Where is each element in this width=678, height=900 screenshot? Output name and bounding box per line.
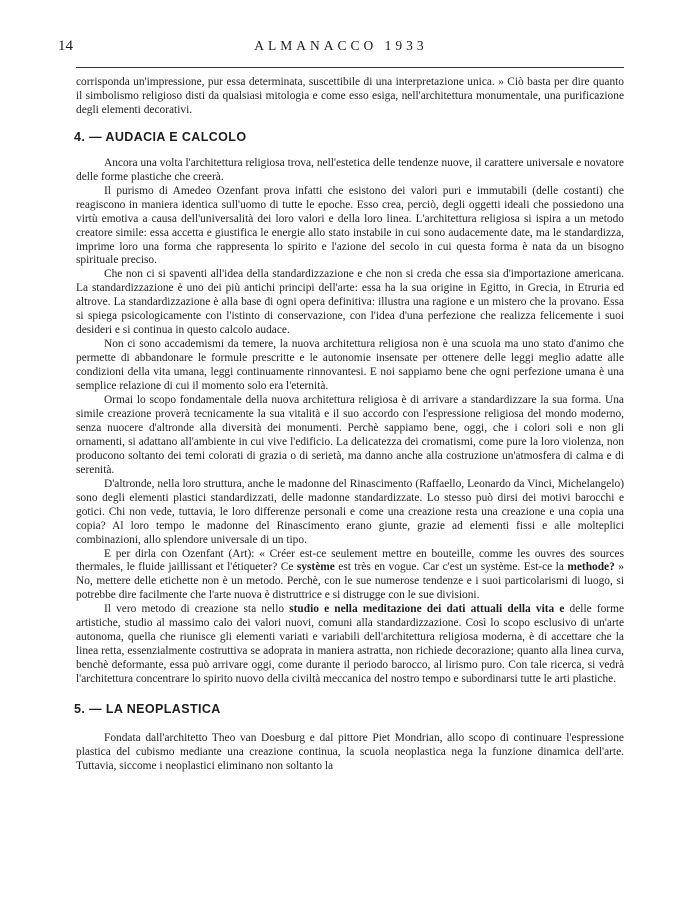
- paragraph: Che non ci si spaventi all'idea della standardizzazione e che non si creda che essa sia d'importazione americana. La standardizzazione è uno dei più antichi principi dell'arte: essa ha la sua origine in Egitto, in Grecia, in Etruria ed altrove. La standardizzazione è alla base di ogni opera definitiva: illustra una ragione e un mistero che la provano. Essa si spiega psicologicamente con l'istinto di conservazione, con l'idea d'una perfezione che realizza felicemente i suoi desideri e si continua in questo calcolo audace.: [76, 268, 624, 337]
- text-run: E per dirla con Ozenfant (Art): « Créer est-ce seulement mettre en bouteille, comme les ouvres des sources thermales, le fluide jaillissant et l'étiqueter? Ce: [76, 547, 624, 574]
- header-rule: [76, 67, 624, 68]
- ozenfant-quote-paragraph: [76, 548, 624, 604]
- paragraph: Non ci sono accademismi da temere, la nuova architettura religiosa non è una scuola ma uno stato d'animo che permette di abbandonare le formule prescritte e le autonomie insensate per ottenere delle leggi meglio adatte alle condizioni della vita umana, leggi continuamente rinnovantesi. E noi sappiamo bene che ogni perfezione umana è una semplice relazione di cui il momento solo era l'eternità.: [76, 338, 624, 393]
- bold-phrase-studio: studio e nella meditazione dei dati attuali della vita e: [289, 603, 565, 616]
- bold-term-methode: methode?: [567, 561, 615, 574]
- page-number: 14: [58, 38, 73, 54]
- page-header: [58, 38, 624, 60]
- section-heading-neoplastica: 5. — LA NEOPLASTICA: [74, 702, 221, 717]
- text-run: » No, mettere delle etichette non è un metodo. Perchè, con le sue numerose tendenze e i suoi particolarismi di luogo, si potrebbe dire facilmente che l'arte nuova è distruttrice e si distrugge con le sue divisioni.: [76, 561, 624, 602]
- section-heading-audacia: 4. — AUDACIA E CALCOLO: [74, 129, 247, 144]
- bold-term-systeme: système: [296, 561, 335, 574]
- text-run: est très en vogue. Car c'est un système. Est-ce la: [334, 561, 568, 574]
- text-run: Il vero metodo di creazione sta nello: [104, 603, 290, 616]
- paragraph: D'altronde, nella loro struttura, anche le madonne del Rinascimento (Raffaello, Leonardo da Vinci, Michelangelo) sono degli elementi plastici standardizzati, delle madonne standardizzate. Lo stesso può dirsi dei motivi barocchi e gotici. Chi non vede, tuttavia, le loro differenze personali e come una creazione resta una creazione e una copia una copia? Al loro tempo le madonne del Rinascimento erano giunte, grazie ad elementi fissi e alle molteplici combinazioni, allo splendore universale di un tipo.: [76, 477, 624, 546]
- page-body: [76, 76, 624, 774]
- paragraph: Fondata dall'architetto Theo van Doesburg e dal pittore Piet Mondrian, allo scopo di continuare l'espressione plastica del cubismo mediante una creazione continua, la scuola neoplastica nega la funzione dinamica dell'arte. Tuttavia, siccome i neoplastici eliminano non soltanto la: [76, 731, 624, 772]
- continuation-paragraph: corrisponda un'impressione, pur essa determinata, suscettibile di una interpretazione unica. » Ciò basta per dire quanto il simbolismo religioso disti da qualsiasi mitologia e come esso esiga, nell'architettura monumentale, una purificazione degli elementi decorativi.: [76, 76, 624, 116]
- method-paragraph: [76, 603, 624, 687]
- paragraph: Ormai lo scopo fondamentale della nuova architettura religiosa è di arrivare a standardizzare la sua forma. Una simile creazione proverà tecnicamente la sua vitalità e il suo accordo con l'espressione religiosa del mondo moderno, senza nuocere d'altronde alla diversità dei monumenti. Perchè sappiamo bene, oggi, che i colori soli e non gli ornamenti, si adattano all'ambiente in cui vive l'edificio. La delicatezza dei cromatismi, come pure la loro violenza, non producono soltanto dei temi colorati di grazia o di serietà, ma danno anche alla costruzione un'atmosfera di calma e di serenità.: [76, 394, 624, 476]
- running-title: ALMANACCO 1933: [254, 38, 428, 53]
- text-run: delle forme artistiche, studio al massimo calo dei valori nuovi, comuni alla standardizzazione. Così lo scopo esclusivo di un'arte autonoma, quella che riunisce gli elementi variati e variabili dell'architettura religiosa moderna, è di accettare che la linea retta, essenzialmente costruttiva se adoprata in maniera astratta, non richiede decorazione; quanto alla linea curva, benchè deformante, essa può arrivare oggi, come durante il periodo barocco, al lirismo puro. Con tale ricerca, si vedrà l'architettura concentrare lo spirito nuovo della civiltà meccanica del nostro tempo e subordinarsi tutte le arti plastiche.: [76, 603, 625, 686]
- paragraph: Ancora una volta l'architettura religiosa trova, nell'estetica delle tendenze nuove, il carattere universale e novatore delle forme plastiche che creerà.: [76, 156, 624, 183]
- paragraph: Il purismo di Amedeo Ozenfant prova infatti che esistono dei valori puri e immutabili (delle costanti) che reagiscono in maniera identica sull'uomo di tutte le epoche. Esso crea, perciò, degli oggetti ideali che possiedono una virtù emotiva a causa dell'universalità dei loro valori e della loro linea. L'architettura religiosa si ispira a un metodo creatore simile: essa accetta e giustifica le energie allo stato instabile in cui sono audacemente date, ma le standardizza, imprime loro una forma che rappresenta lo spirito e l'azione del secolo in cui questa forma è nata da un bisogno spirituale preciso.: [76, 184, 624, 267]
